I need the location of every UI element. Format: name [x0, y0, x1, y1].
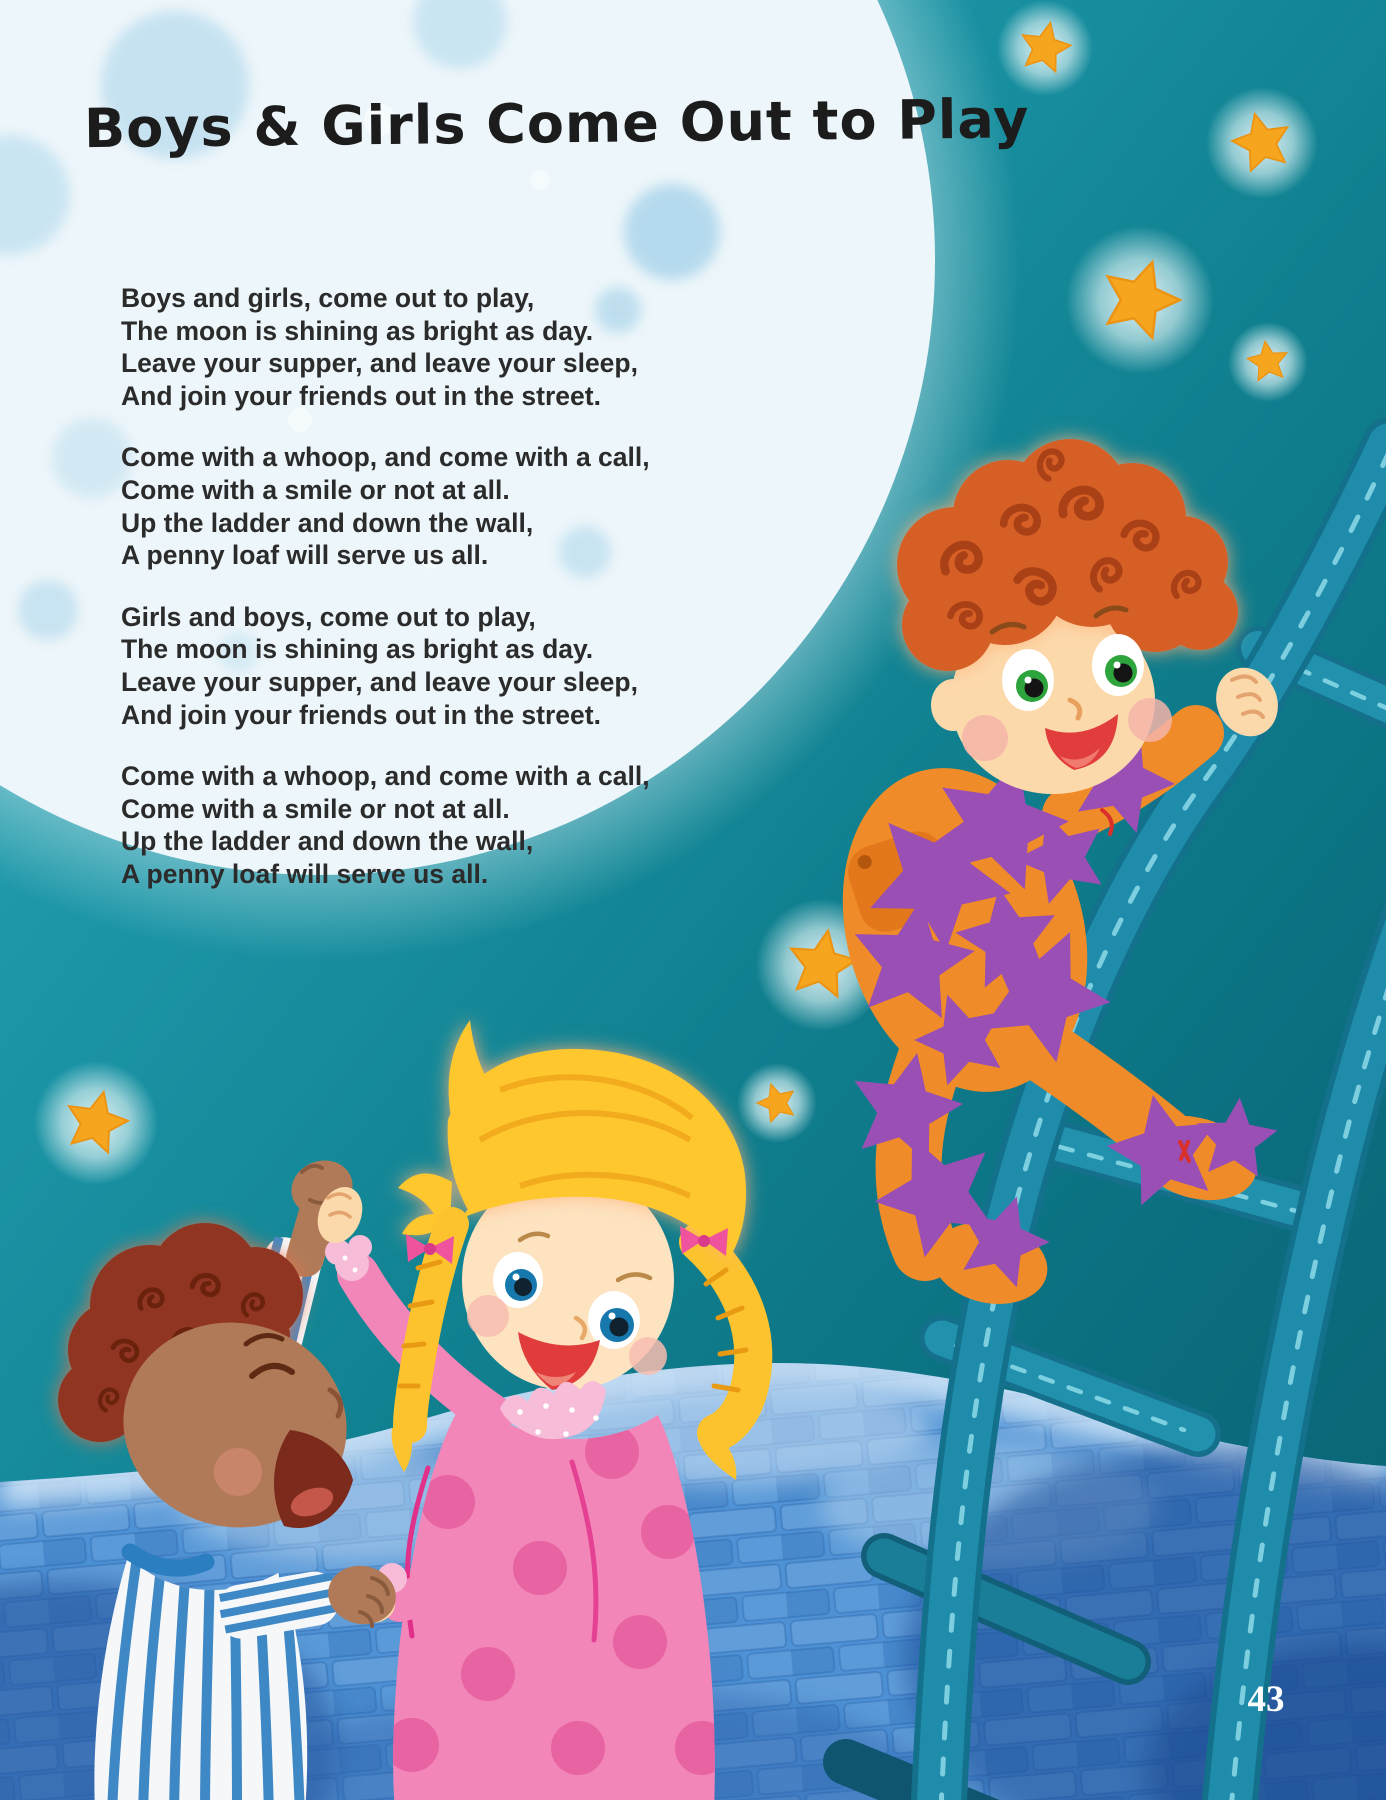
star-icon — [1066, 226, 1214, 374]
poem-line: The moon is shining as bright as day. — [121, 315, 594, 346]
star-icon — [1228, 322, 1308, 402]
poem-line: Come with a whoop, and come with a call, — [121, 761, 650, 792]
cheek-blush — [467, 1295, 509, 1337]
poem-line: Come with a smile or not at all. — [121, 474, 510, 505]
poem-line: And join your friends out in the street. — [121, 380, 601, 411]
page-number: 43 — [1247, 1679, 1285, 1720]
star-icon — [34, 1061, 158, 1185]
cheek-blush — [962, 715, 1008, 761]
star-icon — [737, 1063, 817, 1143]
poem-line: The moon is shining as bright as day. — [121, 634, 594, 665]
poem-line: And join your friends out in the street. — [121, 699, 601, 730]
poem-stanza — [121, 601, 721, 731]
poem-line: A penny loaf will serve us all. — [121, 540, 489, 571]
poem-line: Come with a smile or not at all. — [121, 793, 510, 824]
poem-line: Leave your supper, and leave your sleep, — [121, 348, 638, 379]
poem-title: Boys & Girls Come Out to Play — [83, 87, 1030, 161]
poem — [121, 282, 721, 920]
cheek-blush — [1128, 698, 1172, 742]
cheek-blush — [629, 1337, 667, 1375]
poem-line: Up the ladder and down the wall, — [121, 826, 534, 857]
poem-line: Girls and boys, come out to play, — [121, 601, 536, 632]
poem-stanza — [121, 760, 721, 890]
poem-line: Up the ladder and down the wall, — [121, 507, 534, 538]
star-icon — [997, 0, 1093, 96]
poem-stanza — [121, 282, 721, 412]
poem-line: Boys and girls, come out to play, — [121, 283, 535, 313]
cheek-blush — [214, 1448, 262, 1496]
poem-line: Leave your supper, and leave your sleep, — [121, 666, 638, 697]
star-icon — [1206, 87, 1318, 199]
poem-line: Come with a whoop, and come with a call, — [121, 442, 650, 473]
poem-line: A penny loaf will serve us all. — [121, 858, 489, 889]
poem-stanza — [121, 441, 721, 571]
